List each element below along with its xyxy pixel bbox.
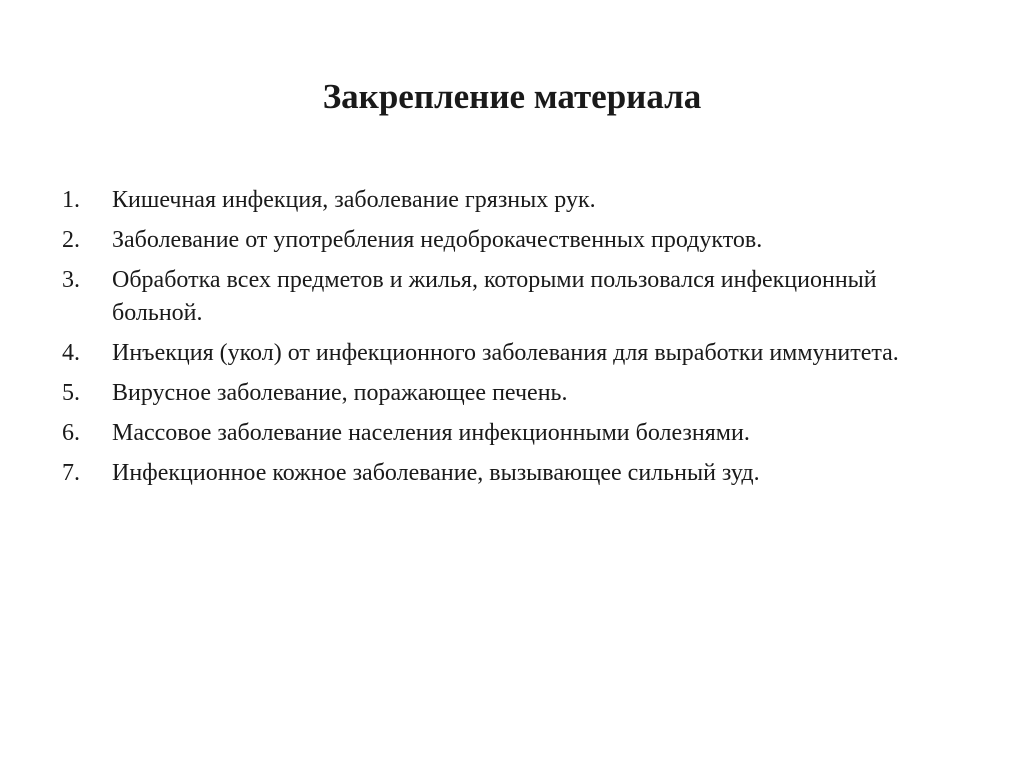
list-item xyxy=(62,457,962,490)
list-item-text: Инфекционное кожное заболевание, вызывающее сильный зуд. xyxy=(112,460,760,486)
list-item xyxy=(62,184,962,217)
list-item-text: Заболевание от употребления недоброкачественных продуктов. xyxy=(112,227,763,253)
list-item-number: 1. xyxy=(62,187,80,213)
list-item xyxy=(62,264,962,330)
list-item xyxy=(62,337,962,370)
list-item-number: 4. xyxy=(62,340,80,366)
list-item-number: 6. xyxy=(62,420,80,446)
list-item-number: 7. xyxy=(62,460,80,486)
list-item-text: Кишечная инфекция, заболевание грязных рук. xyxy=(112,187,596,213)
list-item xyxy=(62,417,962,450)
list-item-number: 3. xyxy=(62,267,80,293)
list-item-text: Вирусное заболевание, поражающее печень. xyxy=(112,380,568,406)
list-item-text: Массовое заболевание населения инфекционными болезнями. xyxy=(112,420,750,446)
list-item-number: 5. xyxy=(62,380,80,406)
list-item-number: 2. xyxy=(62,227,80,253)
list-item-text: Обработка всех предметов и жилья, которыми пользовался инфекционный больной. xyxy=(112,267,877,326)
list-item-text: Инъекция (укол) от инфекционного заболевания для выработки иммунитета. xyxy=(112,340,899,366)
list-item xyxy=(62,377,962,410)
list-item xyxy=(62,224,962,257)
slide-title: Закрепление материала xyxy=(322,77,702,116)
numbered-list xyxy=(62,184,962,497)
